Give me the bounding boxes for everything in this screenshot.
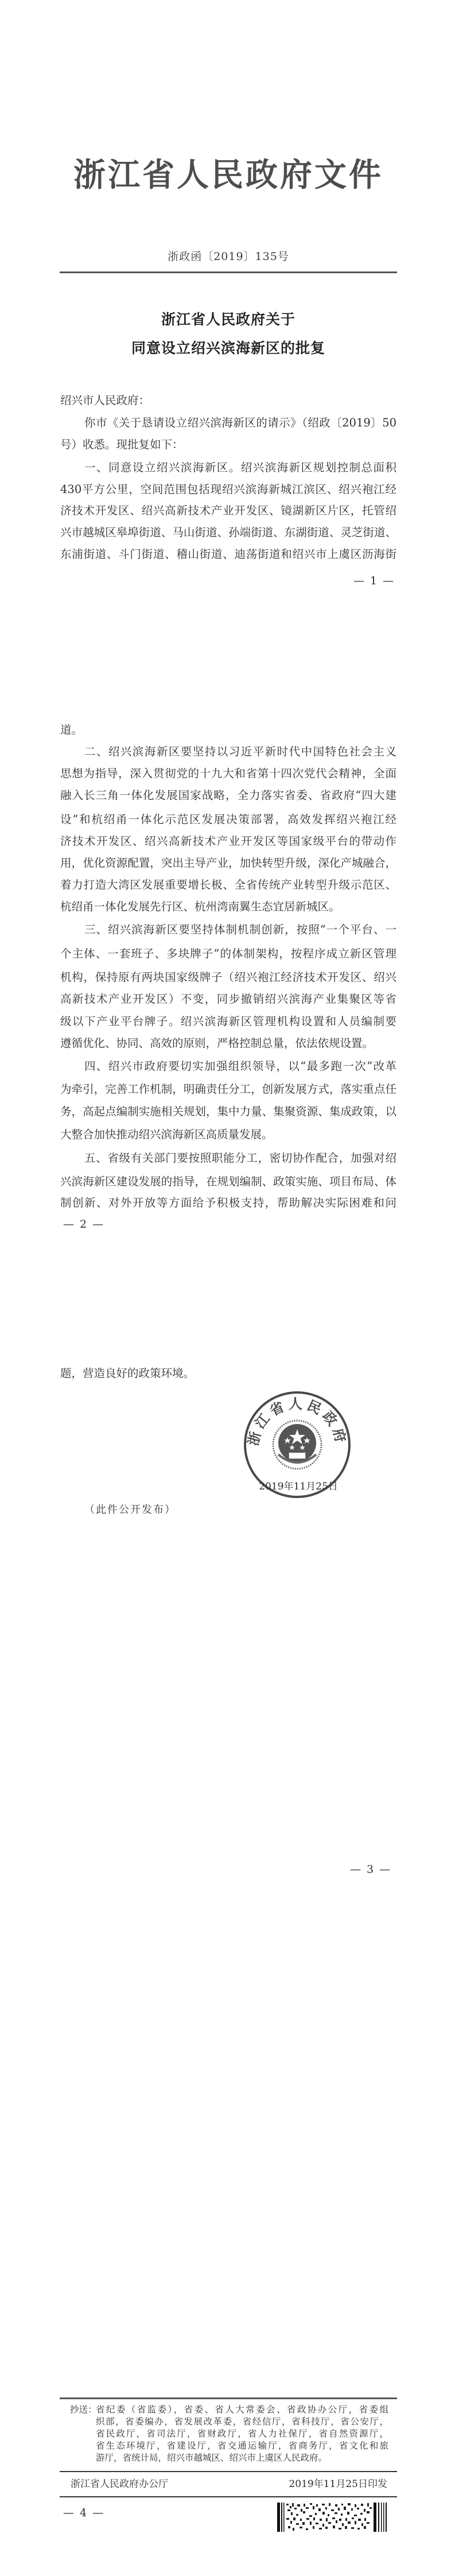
body-line: 融入长三角一体化发展国家战略，全力落实省委、省政府“四大建 xyxy=(60,789,396,802)
publication-note: （此件公开发布） xyxy=(84,1504,176,1516)
svg-text:浙江省人民政府: 浙江省人民政府 xyxy=(244,1395,350,1448)
issuer-bottom-divider xyxy=(60,2496,397,2497)
document-subtitle-line2: 同意设立绍兴滨海新区的批复 xyxy=(131,340,325,356)
body-line: 东浦街道、斗门街道、稽山街道、迪荡街道和绍兴市上虞区沥海街 xyxy=(60,548,396,561)
document-number: 浙政函〔2019〕135号 xyxy=(168,250,289,263)
document-barcode-icon xyxy=(277,2503,387,2532)
body-line: 五、省级有关部门要按照职能分工，密切协作配合，加强对绍 xyxy=(84,1151,396,1165)
body-line: 设”和杭绍甬一体化示范区发展决策部署，高效发挥绍兴袍江经 xyxy=(60,813,396,826)
cc-line: 织部，省委编办，省发展改革委，省经信厅，省科技厅，省公安厅， xyxy=(96,2416,388,2427)
body-line: 杭绍甬一体化发展先行区、杭州湾南翼生态宜居新城区。 xyxy=(60,900,340,913)
cc-line: 游厅，省统计局，绍兴市越城区、绍兴市上虞区人民政府。 xyxy=(96,2453,328,2463)
body-line: 用，优化资源配置，突出主导产业，加快转型升级，深化产城融合， xyxy=(60,856,396,870)
document-header-title: 浙江省人民政府文件 xyxy=(73,156,383,194)
page-number-1: — 1 — xyxy=(353,575,395,587)
body-line: 高新技术产业开发区）不变，同步撤销绍兴滨海产业集聚区等省 xyxy=(60,992,396,1006)
page-number-4: — 4 — xyxy=(63,2507,105,2519)
body-line: 题，营造良好的政策环境。 xyxy=(60,1367,195,1380)
body-line: 一、同意设立绍兴滨海新区。绍兴滨海新区规划控制总面积 xyxy=(84,461,396,474)
body-line: 机构，保持原有两块国家级牌子（绍兴袍江经济技术开发区、绍兴 xyxy=(60,971,396,984)
body-line: 兴市越城区皋埠街道、马山街道、孙端街道、东湖街道、灵芝街道、 xyxy=(60,526,396,539)
body-line: 道。 xyxy=(60,723,83,736)
salutation: 绍兴市人民政府： xyxy=(60,394,150,407)
body-line: 大整合加快推动绍兴滨海新区高质量发展。 xyxy=(60,1128,273,1141)
body-line: 遵循优化、协同、高效的原则，严格控制总量，依法依规设置。 xyxy=(60,1037,374,1050)
page-number-3: — 3 — xyxy=(350,1863,392,1876)
body-line: 济技术开发区、绍兴高新技术产业开发区等国家级平台的带动作 xyxy=(60,835,396,848)
body-line: 四、绍兴市政府要切实加强组织领导，以“最多跑一次”改革 xyxy=(84,1060,396,1073)
body-line: 号）收悉。现批复如下： xyxy=(60,438,184,451)
body-line: 务，高起点编制实施相关规划，集中力量、集聚资源、集成政策，以 xyxy=(60,1105,396,1118)
body-line: 济技术开发区、绍兴高新技术产业开发区、镜湖新区片区，托管绍 xyxy=(60,504,396,517)
cc-line: 省民政厅，省司法厅，省财政厅，省人力社保厅，省自然资源厅， xyxy=(96,2428,388,2439)
body-line: 你市《关于恳请设立绍兴滨海新区的请示》（绍政〔2019〕50 xyxy=(84,416,396,429)
page-number-2: — 2 — xyxy=(63,1218,105,1231)
body-line: 三、绍兴滨海新区要坚持体制机制创新，按照“一个平台、一 xyxy=(84,923,396,936)
issuer-top-divider xyxy=(60,2471,397,2472)
cc-line: 省生态环境厅，省建设厅，省交通运输厅，省商务厅，省文化和旅 xyxy=(96,2441,388,2451)
body-line: 制创新、对外开放等方面给予积极支持，帮助解决实际困难和问 xyxy=(60,1196,396,1209)
body-line: 着力打造大湾区发展重要增长极、全省传统产业转型升级示范区、 xyxy=(60,878,396,891)
cc-label: 抄送： xyxy=(70,2404,97,2415)
document-subtitle-line1: 浙江省人民政府关于 xyxy=(161,311,295,328)
body-line: 个主体、一套班子、多块牌子”的体制架构，按程序成立新区管理 xyxy=(60,947,396,960)
body-line: 级以下产业平台牌子。绍兴滨海新区管理机构设置和人员编制要 xyxy=(60,1015,396,1028)
body-line: 思想为指导，深入贯彻党的十九大和省第十四次党代会精神，全面 xyxy=(60,767,396,780)
signature-date: 2019年11月25日 xyxy=(259,1481,338,1492)
issue-date: 2019年11月25日印发 xyxy=(289,2478,387,2490)
body-line: 兴滨海新区建设发展的指导，在规划编制、政策实施、项目布局、体 xyxy=(60,1175,396,1188)
issuing-office: 浙江省人民政府办公厅 xyxy=(71,2478,168,2490)
cc-line: 省纪委（省监委），省委、省人大常委会、省政协办公厅，省委组 xyxy=(96,2404,388,2415)
cc-top-divider xyxy=(60,2397,397,2399)
body-line: 430平方公里，空间范围包括现绍兴滨海新城江滨区、绍兴袍江经 xyxy=(60,483,396,496)
body-line: 二、绍兴滨海新区要坚持以习近平新时代中国特色社会主义 xyxy=(84,745,396,758)
header-divider xyxy=(60,271,397,273)
body-line: 为牵引，完善工作机制，明确责任分工，创新发展方式，落实重点任 xyxy=(60,1083,396,1096)
cc-recipients xyxy=(96,2404,388,2464)
